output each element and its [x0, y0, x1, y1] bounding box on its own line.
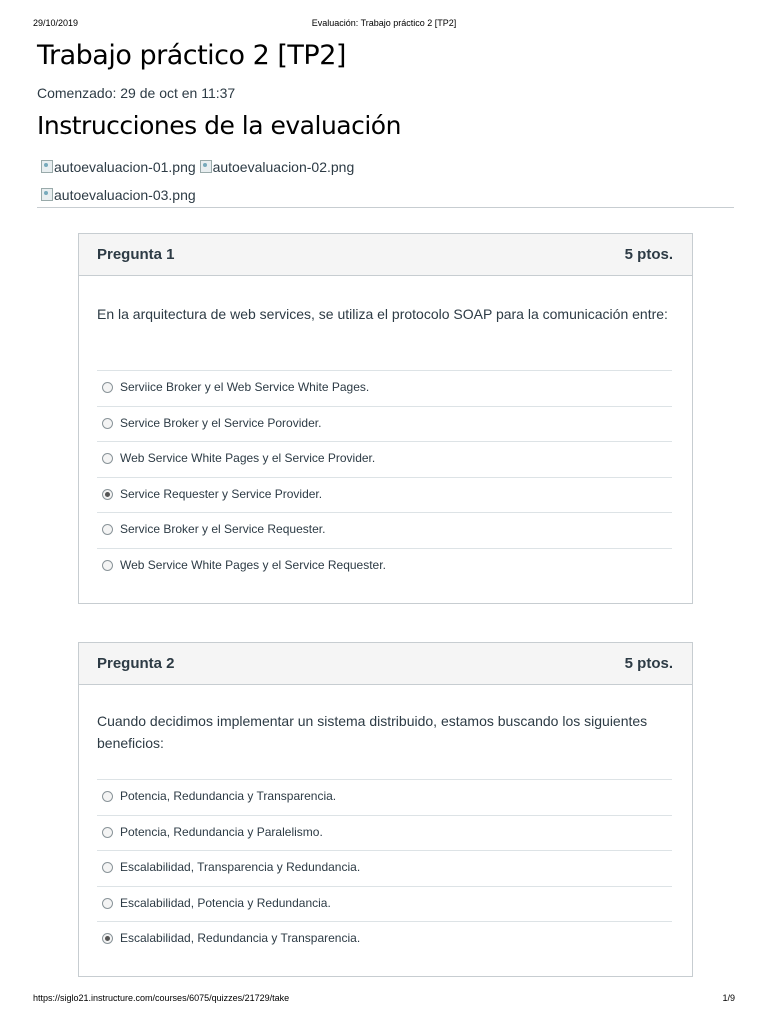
question-points: 5 ptos.	[624, 655, 673, 672]
answer-label: Escalabilidad, Redundancia y Transparencia.	[120, 931, 361, 945]
print-date: 29/10/2019	[33, 18, 79, 28]
print-header	[0, 18, 768, 32]
question-card	[78, 233, 693, 604]
radio-button-selected[interactable]	[102, 489, 113, 500]
page-title: Trabajo práctico 2 [TP2]	[37, 40, 346, 71]
question-text: Cuando decidimos implementar un sistema distribuido, estamos buscando los siguientes beneficios:	[97, 713, 648, 751]
instructions-title: Instrucciones de la evaluación	[37, 111, 401, 140]
answer-label: Service Broker y el Service Porovider.	[120, 415, 322, 430]
radio-button[interactable]	[102, 827, 113, 838]
answer-label: Serviice Broker y el Web Service White Pages.	[120, 380, 370, 394]
instruction-image: autoevaluacion-02.png	[200, 153, 355, 181]
started-timestamp: Comenzado: 29 de oct en 11:37	[37, 85, 236, 101]
radio-button[interactable]	[102, 560, 113, 571]
section-divider	[37, 207, 734, 208]
answer-option[interactable]	[97, 886, 672, 920]
answer-option[interactable]	[97, 370, 672, 404]
question-name: Pregunta 1	[97, 246, 175, 263]
question-header	[79, 234, 692, 276]
question-card	[78, 642, 693, 977]
answer-option[interactable]	[97, 815, 672, 849]
radio-button[interactable]	[102, 453, 113, 464]
broken-image-icon	[41, 160, 53, 173]
answer-option[interactable]	[97, 512, 672, 546]
answer-label: Web Service White Pages y el Service Provider.	[120, 451, 376, 465]
instruction-images	[41, 153, 541, 209]
instruction-image: autoevaluacion-01.png	[41, 153, 196, 181]
print-footer	[0, 993, 768, 1007]
answer-option[interactable]	[97, 921, 672, 955]
answer-label: Service Requester y Service Provider.	[120, 486, 323, 501]
broken-image-icon	[200, 160, 212, 173]
page-url: https://siglo21.instructure.com/courses/6075/quizzes/21729/take	[33, 993, 290, 1003]
question-name: Pregunta 2	[97, 655, 175, 672]
answer-label: Web Service White Pages y el Service Requester.	[120, 557, 386, 572]
answer-label: Escalabilidad, Potencia y Redundancia.	[120, 895, 331, 910]
answer-option[interactable]	[97, 779, 672, 813]
radio-button[interactable]	[102, 791, 113, 802]
radio-button[interactable]	[102, 418, 113, 429]
print-document-title: Evaluación: Trabajo práctico 2 [TP2]	[311, 18, 457, 28]
radio-button-selected[interactable]	[102, 933, 113, 944]
answer-label: Service Broker y el Service Requester.	[120, 522, 326, 536]
radio-button[interactable]	[102, 382, 113, 393]
answer-option[interactable]	[97, 850, 672, 884]
instruction-image: autoevaluacion-03.png	[41, 181, 196, 209]
answer-option[interactable]	[97, 406, 672, 440]
answer-label: Potencia, Redundancia y Paralelismo.	[120, 824, 323, 839]
answer-list	[97, 370, 672, 583]
answer-list	[97, 779, 672, 957]
radio-button[interactable]	[102, 524, 113, 535]
question-header	[79, 643, 692, 685]
answer-option[interactable]	[97, 548, 672, 582]
page-number: 1/9	[722, 993, 735, 1003]
question-text: En la arquitectura de web services, se utiliza el protocolo SOAP para la comunicación entre:	[97, 306, 668, 322]
question-points: 5 ptos.	[624, 246, 673, 263]
answer-label: Escalabilidad, Transparencia y Redundancia.	[120, 860, 361, 874]
answer-option[interactable]	[97, 441, 672, 475]
answer-option[interactable]	[97, 477, 672, 511]
radio-button[interactable]	[102, 862, 113, 873]
radio-button[interactable]	[102, 898, 113, 909]
broken-image-icon	[41, 188, 53, 201]
answer-label: Potencia, Redundancia y Transparencia.	[120, 789, 337, 803]
